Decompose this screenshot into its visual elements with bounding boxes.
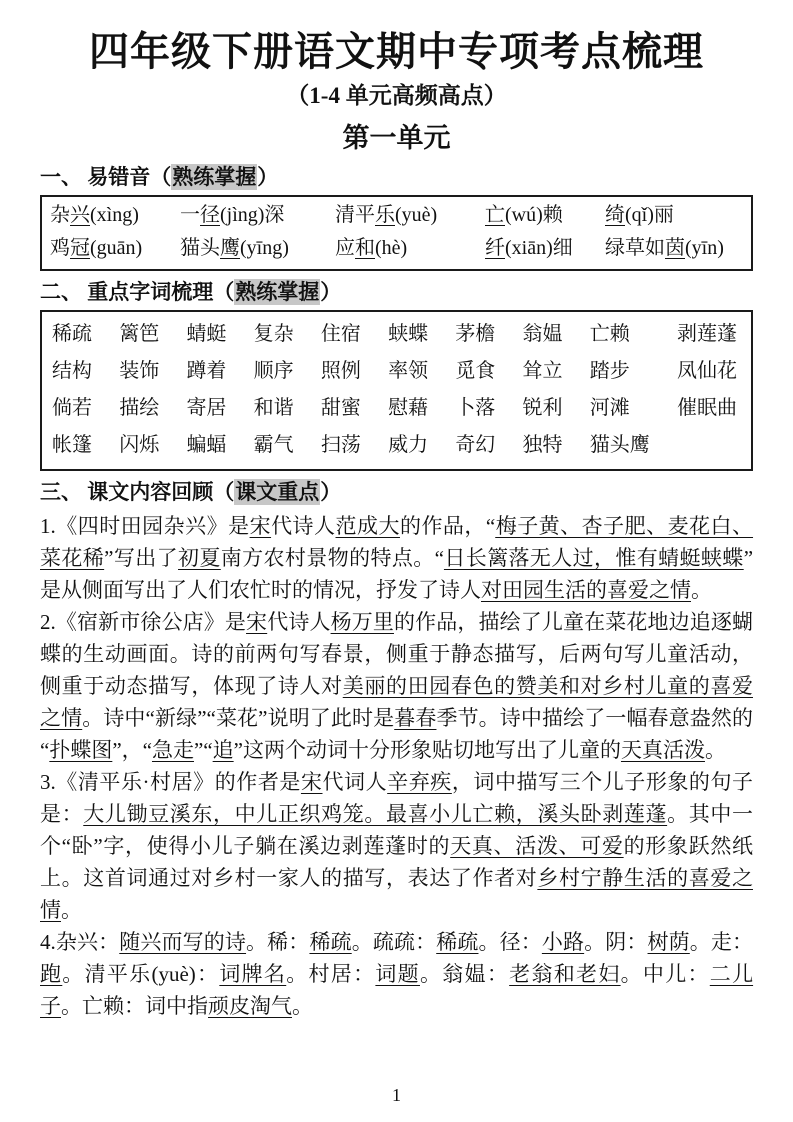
section-1-close-paren: ）	[257, 165, 279, 189]
paragraph-list	[40, 510, 753, 1022]
word-item: 茅檐	[455, 323, 496, 345]
paragraph-sishi-tianyuan-zaxing: 1.《四时田园杂兴》是宋代诗人范成大的作品，“梅子黄、杏子肥、麦花白、菜花稀”写出了初夏南方农村景物的特点。“日长篱落无人过，惟有蜻蜓蛱蝶”是从侧面写出了人们农忙时的情况，抒发了诗人对田园生活的喜爱之情。	[40, 514, 754, 602]
word-item: 催眠曲	[676, 397, 737, 419]
word-item: 篱笆	[119, 323, 160, 345]
pinyin-entry: 清平乐(yuè)	[335, 204, 438, 226]
word-item: 住宿	[320, 323, 361, 345]
word-item: 照例	[320, 360, 361, 382]
paragraph-su-xinshi-xugongdian: 2.《宿新市徐公店》是宋代诗人杨万里的作品，描绘了儿童在菜花地边追逐蝴蝶的生动画面。诗的前两句写春景，侧重于静态描写，后两句写儿童活动，侧重于动态描写，体现了诗人对美丽的田园春色的赞美和对乡村儿童的喜爱之情。诗中“新绿”“菜花”说明了此时是暮春季节。诗中描绘了一幅春意盎然的“扑蝶图”，“急走”“追”这两个动词十分形象贴切地写出了儿童的天真活泼。	[40, 610, 754, 762]
word-item: 踏步	[589, 360, 630, 382]
word-item: 翁媪	[522, 323, 563, 345]
pinyin-entry: 纤(xiān)细	[485, 237, 573, 259]
page-number: 1	[392, 1085, 401, 1105]
pinyin-entry: 绿草如茵(yīn)	[605, 237, 724, 259]
word-item: 猫头鹰	[589, 434, 650, 456]
word-item: 闪烁	[119, 434, 160, 456]
word-item: 顺序	[253, 360, 294, 382]
word-item: 独特	[522, 434, 563, 456]
paragraph-qingpingle-cunju: 3.《清平乐·村居》的作者是宋代词人辛弃疾，词中描写三个儿子形象的句子是：大儿锄豆溪东，中儿正织鸡笼。最喜小儿亡赖，溪头卧剥莲蓬。其中一个“卧”字，使得小儿子躺在溪边剥莲蓬时的天真、活泼、可爱的形象跃然纸上。这首词通过对乡村一家人的描写，表达了作者对乡村宁静生活的喜爱之情。	[40, 770, 754, 922]
pinyin-entry: 鸡冠(guān)	[50, 237, 143, 259]
pinyin-table-row	[50, 199, 743, 232]
page-title: 四年级下册语文期中专项考点梳理	[89, 29, 704, 74]
subtitle-rest: 单元高频高点）	[339, 83, 507, 108]
word-item: 蜻蜓	[186, 323, 227, 345]
word-item: 奇幻	[455, 434, 496, 456]
word-item: 剥莲蓬	[676, 323, 737, 345]
word-item: 耸立	[522, 360, 563, 382]
word-item: 描绘	[119, 397, 160, 419]
section-3-highlight-badge: 课文重点	[235, 480, 320, 504]
word-item: 凤仙花	[676, 360, 737, 382]
pinyin-table-row	[50, 232, 743, 265]
word-item: 威力	[388, 434, 429, 456]
section-heading-key-words	[40, 278, 753, 306]
word-item: 甜蜜	[320, 397, 361, 419]
word-item: 装饰	[119, 360, 160, 382]
word-item: 蹲着	[186, 360, 227, 382]
pinyin-entry: 猫头鹰(yīng)	[180, 237, 289, 259]
pinyin-entry: 绮(qǐ)丽	[605, 204, 674, 226]
word-item: 帐篷	[52, 434, 92, 456]
word-item: 扫荡	[320, 434, 361, 456]
word-item: 河滩	[589, 397, 630, 419]
pinyin-entry: 一径(jìng)深	[180, 204, 285, 226]
word-item: 率领	[388, 360, 429, 382]
pinyin-entry: 亡(wú)赖	[485, 204, 563, 226]
word-item: 锐利	[522, 397, 563, 419]
word-item: 复杂	[253, 323, 294, 345]
word-item: 和谐	[253, 397, 294, 419]
subtitle	[40, 80, 753, 112]
section-1-label: 一、 易错音（	[40, 165, 172, 189]
word-item: 寄居	[186, 397, 227, 419]
section-heading-text-review	[40, 478, 753, 506]
word-item: 蛱蝶	[388, 323, 429, 345]
word-item: 慰藉	[388, 397, 429, 419]
unit-heading: 第一单元	[342, 123, 451, 153]
word-item: 卜落	[455, 397, 496, 419]
pinyin-table	[40, 195, 753, 271]
pinyin-entry: 杂兴(xìng)	[50, 204, 139, 226]
word-item: 结构	[52, 360, 92, 382]
word-item: 倘若	[52, 397, 92, 419]
section-3-label: 三、 课文内容回顾（	[40, 480, 235, 504]
word-item: 觅食	[455, 360, 496, 382]
subtitle-unit-range: 1-4	[309, 83, 340, 108]
word-item: 亡赖	[589, 323, 630, 345]
word-item: 稀疏	[52, 323, 92, 345]
paragraph-word-definitions: 4.杂兴：随兴而写的诗。稀：稀疏。疏疏：稀疏。径：小路。阴：树荫。走：跑。清平乐(yuè)：词牌名。村居：词题。翁媪：老翁和老妇。中儿：二儿子。亡赖：词中指顽皮淘气。	[40, 930, 754, 1018]
section-2-highlight-badge: 熟练掌握	[235, 280, 320, 304]
word-table	[40, 310, 753, 471]
section-heading-error-prone-sounds	[40, 163, 753, 191]
pinyin-entry: 应和(hè)	[335, 237, 408, 259]
subtitle-open-paren: （	[286, 83, 310, 108]
section-3-close-paren: ）	[320, 480, 342, 504]
section-2-close-paren: ）	[320, 280, 342, 304]
section-1-highlight-badge: 熟练掌握	[172, 165, 257, 189]
word-item: 霸气	[253, 434, 294, 456]
word-item: 蝙蝠	[186, 434, 227, 456]
section-2-label: 二、 重点字词梳理（	[40, 280, 235, 304]
